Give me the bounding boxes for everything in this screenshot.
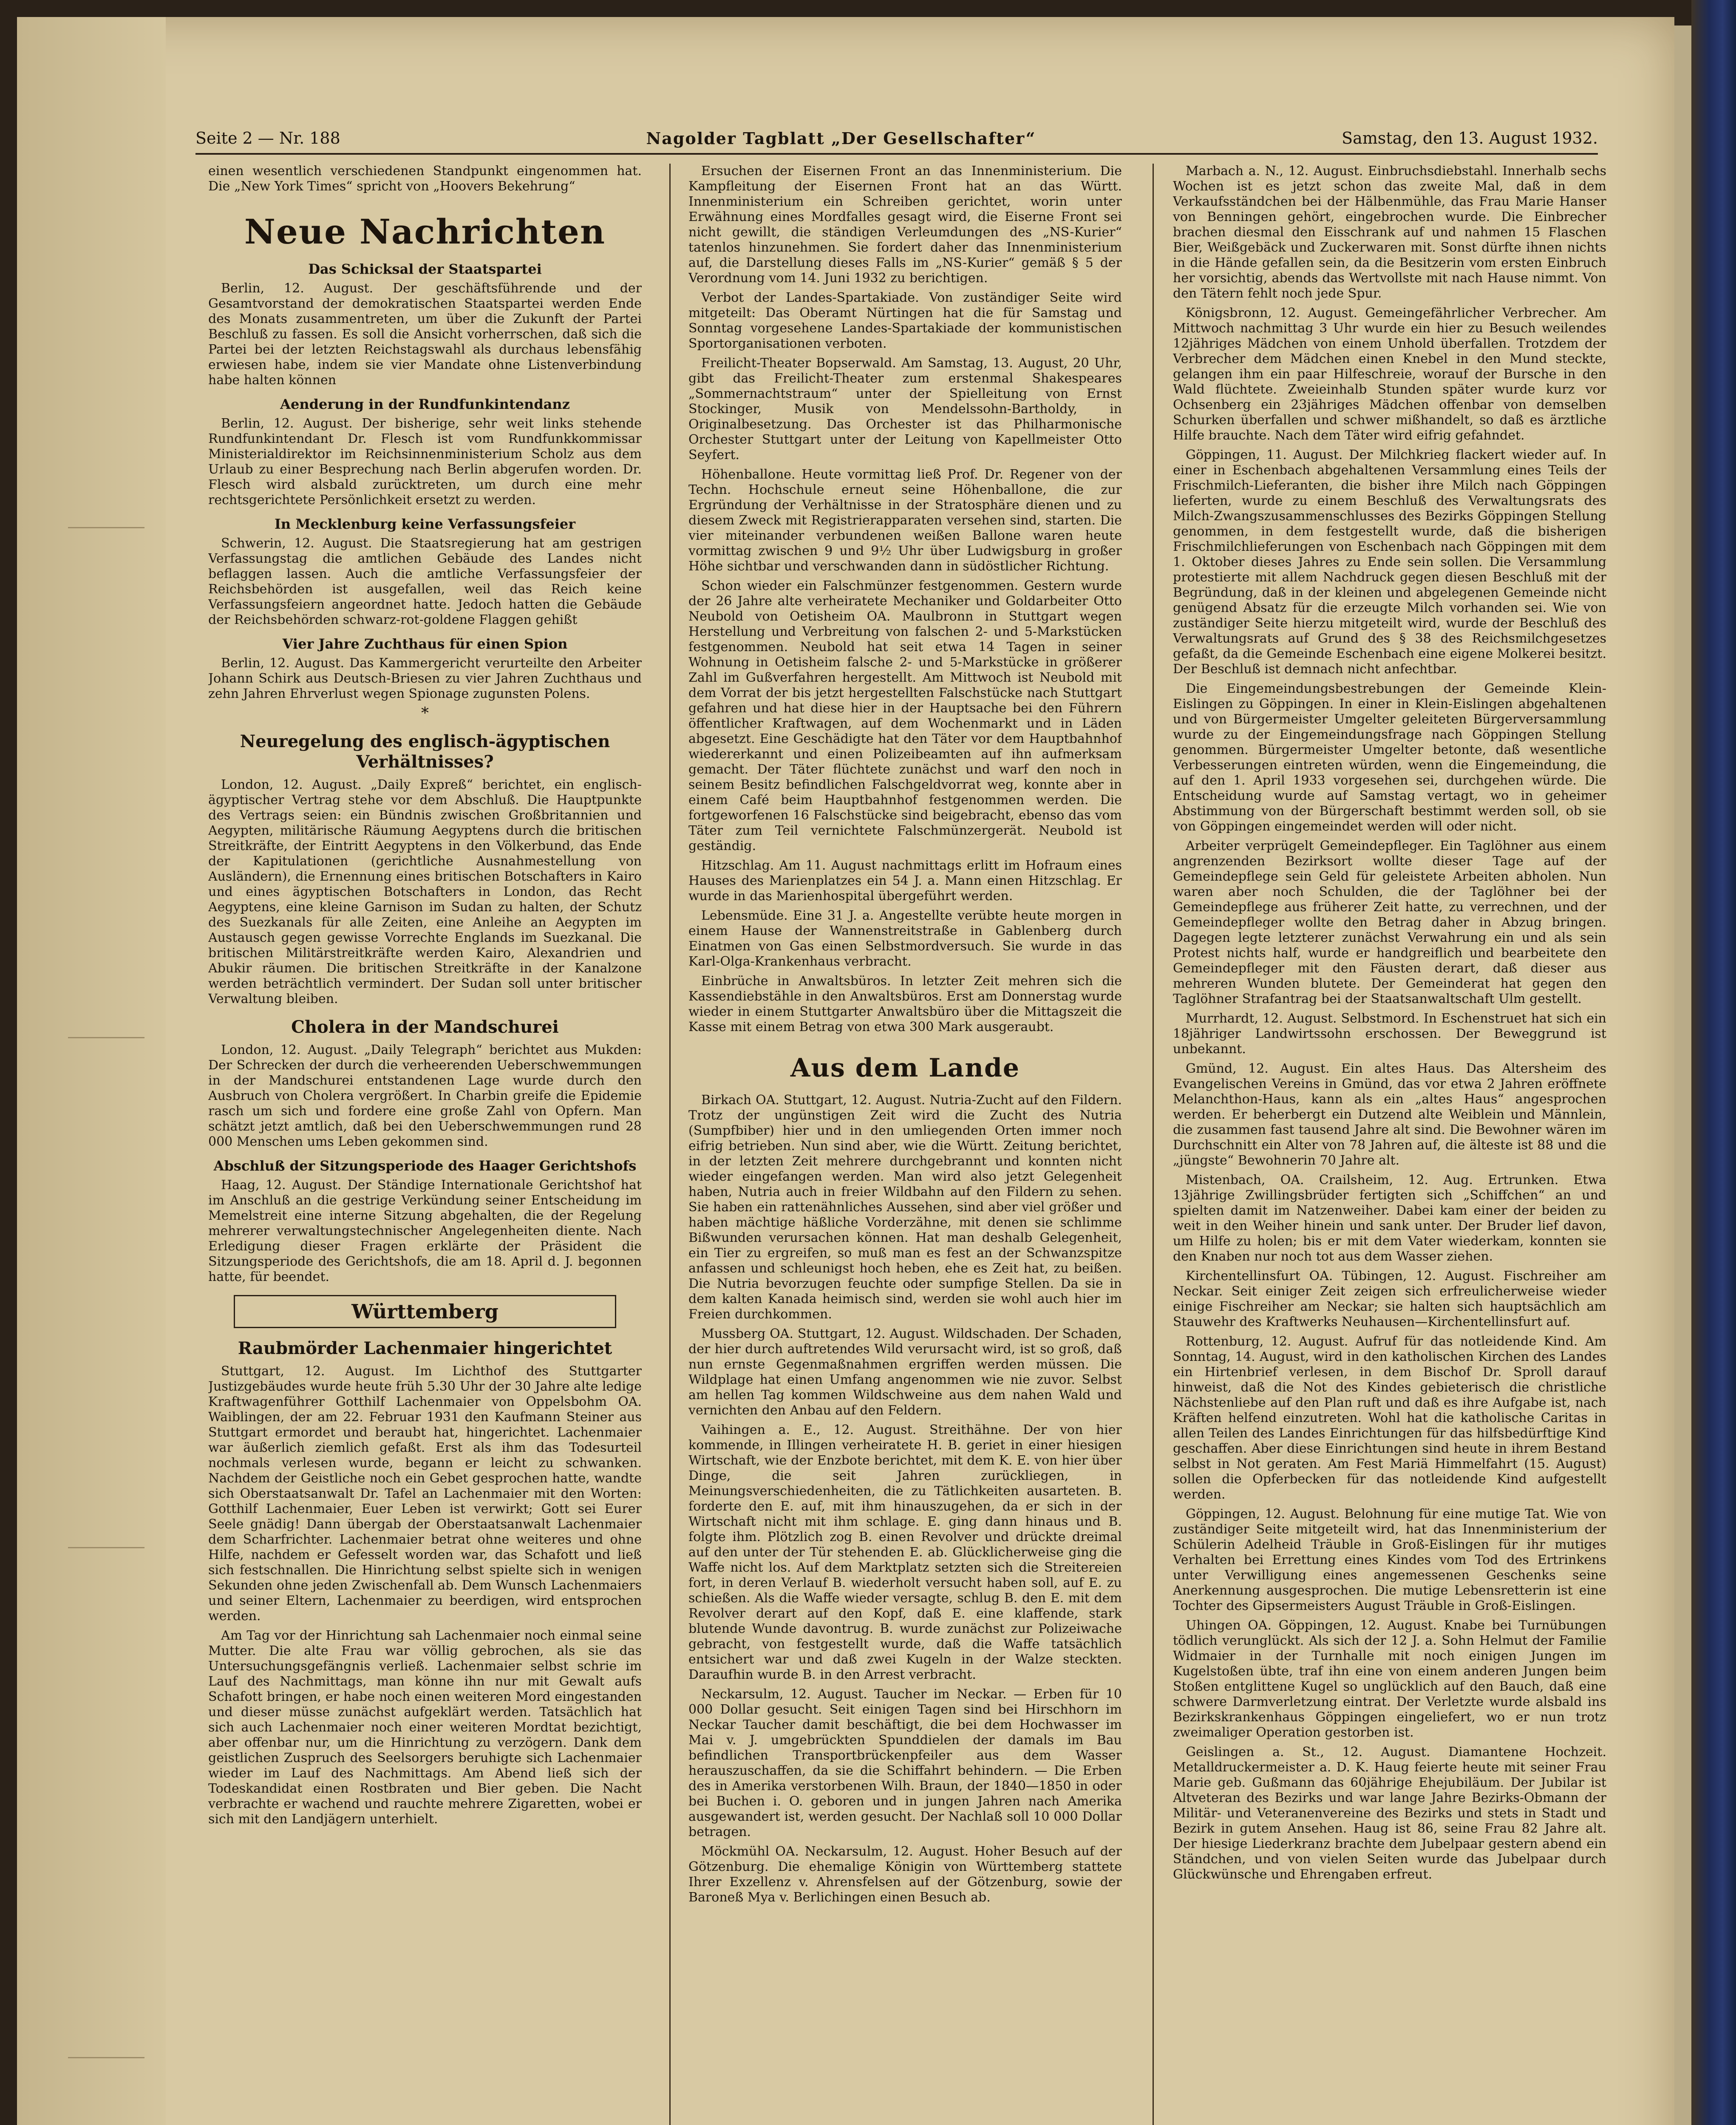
article-heading: Cholera in der Mandschurei [291,1017,559,1037]
article-body: Berlin, 12. August. Der bisherige, sehr weit links stehende Rundfunkintendant Dr. Flesch ist vom Rundfunkkommissar Ministerialdirektor im Reichsinnenministerium Scholz aus dem Urlaub zu einer Besprechung nach Berlin abgerufen worden. Dr. Flesch wird alsbald zurücktreten, um durch eine mehr rechtsgerichtete Persönlichkeit ersetzt zu werden. [208,416,642,507]
section-title-aus-dem-lande: Aus dem Lande [790,1053,1020,1083]
article-heading: Abschluß der Sitzungsperiode des Haager Gerichtshofs [213,1158,637,1174]
article-body: Göppingen, 11. August. Der Milchkrieg flackert wieder auf. In einer in Eschenbach abgehaltenen Versammlung eines Teils der Frischmilch-Lieferanten, die bisher ihre Milch nach Göppingen lieferten, wurde zu einem Beschluß des Verwaltungsrats des Milch-Zwangszusammenschlusses des Bezirks Göppingen Stellung genommen, in dem festgestellt wurde, daß die bisherigen Frischmilchlieferungen von Eschenbach nach Göppingen mit dem 1. Oktober dieses Jahres zu Ende sein sollen. Die Versammlung protestierte mit allem Nachdruck gegen diesen Beschluß mit der Begründung, daß in der kleinen und abgelegenen Gemeinde nicht genügend Absatz für die erzeugte Milch vorhanden sei. Wie von zuständiger Seite hierzu mitgeteilt wird, wurde der Beschluß des Verwaltungsrats auf Grund des § 38 des Reichsmilchgesetzes gefaßt, da die Gemeinde Eschenbach eine eigene Molkerei besitzt. Der Beschluß ist demnach nicht anfechtbar. [1173,448,1606,677]
page-header [195,123,1598,155]
article-body: Birkach OA. Stuttgart, 12. August. Nutria-Zucht auf den Fildern. Trotz der ungünstigen Zeit wird die Zucht des Nutria (Sumpfbiber) hier und in den umliegenden Orten immer noch eifrig betrieben. Nun sind aber, wie die Württ. Zeitung berichtet, in der letzten Zeit mehrere durchgebrannt und konnten nicht wieder eingefangen werden. Man wird also jetzt Gelegenheit haben, Nutria auch in freier Wildbahn auf den Fildern zu sehen. Sie haben ein rattenähnliches Aussehen, sind aber viel größer und haben mächtige häßliche Vorderzähne, mit denen sie schlimme Bißwunden verursachen können. Hat man deshalb Gelegenheit, ein Tier zu ergreifen, so muß man es fest an der Schwanzspitze anfassen und schleunigst hoch heben, ehe es Zeit hat, zu beißen. Die Nutria bevorzugen feuchte oder sumpfige Stellen. Da sie in dem kalten Kanada heimisch sind, werden sie wohl auch hier im Freien durchkommen. [688,1093,1122,1322]
column-rule-2 [1153,164,1154,2125]
article-heading: In Mecklenburg keine Verfassungsfeier [274,516,576,532]
column-1 [208,164,642,2125]
article-heading: Vier Jahre Zuchthaus für einen Spion [282,636,568,652]
article-body: Ersuchen der Eisernen Front an das Innenministerium. Die Kampfleitung der Eisernen Front hat an das Württ. Innenministerium ein Schreiben gerichtet, worin unter Erwähnung eines Mordfalles gesagt wird, die Eiserne Front sei nicht gewillt, die ständigen Verleumdungen des „NS-Kurier“ tatenlos hinzunehmen. Sie fordert daher das Innenministerium auf, die Darstellung dieses Falls im „NS-Kurier“ gemäß § 5 der Verordnung vom 14. Juni 1932 zu berichtigen. [688,164,1122,286]
column-rule-1 [669,164,671,2125]
article-body: Die Eingemeindungsbestrebungen der Gemeinde Klein-Eislingen zu Göppingen. In einer in Klein-Eislingen abgehaltenen und von Bürgermeister Umgelter geleiteten Bürgerversammlung wurde zu der Eingemeindungsfrage nach Göppingen Stellung genommen. Bürgermeister Umgelter betonte, daß wesentliche Verbesserungen eintreten würden, wenn die Eingemeindung, die auf den 1. April 1933 vorgesehen sei, durchgehen würde. Die Entscheidung wurde auf Samstag vertagt, wo in geheimer Abstimmung von der Bürgerschaft bestimmt werden soll, ob sie von Göppingen eingemeindet werden will oder nicht. [1173,681,1606,834]
article-body: Berlin, 12. August. Der geschäftsführende und der Gesamtvorstand der demokratischen Staatspartei werden Ende des Monats zusammentreten, um über die Zukunft der Partei Beschluß zu fassen. Es soll die Ansicht vorherrschen, daß sich die Partei bei der letzten Reichstagswahl als durchaus lebensfähig erwiesen habe, indem sie vier Mandate ohne Listenverbindung habe halten können [208,281,642,388]
article-body: Göppingen, 12. August. Belohnung für eine mutige Tat. Wie von zuständiger Seite mitgeteilt wird, hat das Innenministerium der Schülerin Adelheid Träuble in Groß-Eislingen für ihr mutiges Verhalten bei Errettung eines Kindes vom Tod des Ertrinkens unter Verwilligung eines angemessenen Geschenks seine Anerkennung ausgesprochen. Die mutige Lebensretterin ist eine Tochter des Gipsermeisters August Träuble in Groß-Eislingen. [1173,1507,1606,1613]
article-body: Mussberg OA. Stuttgart, 12. August. Wildschaden. Der Schaden, der hier durch auftretendes Wild verursacht wird, ist so groß, daß nun ernste Gegenmaßnahmen ergriffen werden müssen. Die Wildplage hat einen Umfang angenommen wie nie zuvor. Selbst am hellen Tag kommen Wildschweine aus dem nahen Wald und vernichten den Anbau auf den Feldern. [688,1326,1122,1418]
article-body: Einbrüche in Anwaltsbüros. In letzter Zeit mehren sich die Kassendiebstähle in den Anwaltsbüros. Erst am Donnerstag wurde wieder in einem Stuttgarter Anwaltsbüro über die Mittagszeit die Kasse mit einem Betrag von etwa 300 Mark ausgeraubt. [688,974,1122,1034]
article-body: Schon wieder ein Falschmünzer festgenommen. Gestern wurde der 26 Jahre alte verheiratete Mechaniker und Goldarbeiter Otto Neubold von Oetisheim OA. Maulbronn in Stuttgart wegen Herstellung und Verbreitung von falschen 2- und 5-Markstücken festgenommen. Neubold hat seit etwa 14 Tagen in seiner Wohnung in Oetisheim falsche 2- und 5-Markstücke in größerer Zahl im Gußverfahren hergestellt. Am Mittwoch ist Neubold mit dem Vorrat der bis jetzt hergestellten Falschstücke nach Stuttgart gefahren und hat diese hier in der Hauptsache bei den Führern öffentlicher Kraftwagen, auf dem Wochenmarkt und in Läden abgesetzt. Eine Geschädigte hat den Täter vor dem Hauptbahnhof wiedererkannt und einen Polizeibeamten auf ihn aufmerksam gemacht. Der Täter flüchtete zunächst und warf den noch in seinem Besitz befindlichen Falschgeldvorrat weg, konnte aber in einem Café beim Hauptbahnhof festgenommen werden. Die fortgeworfenen 16 Falschstücke sind beigebracht, ebenso das vom Täter zum Teil vernichtete Falschmünzergerät. Neubold ist geständig. [688,578,1122,853]
article-body: Möckmühl OA. Neckarsulm, 12. August. Hoher Besuch auf der Götzenburg. Die ehemalige Königin von Württemberg stattete Ihrer Exzellenz v. Ahrensfelsen auf der Götzenburg, sowie der Baroneß Mya v. Berlichingen einen Besuch ab. [688,1844,1122,1905]
left-margin-strip [17,17,166,2125]
article-body: Berlin, 12. August. Das Kammergericht verurteilte den Arbeiter Johann Schirk aus Deutsch-Briesen zu vier Jahren Zuchthaus und zehn Jahren Ehrverlust wegen Spionage zugunsten Polens. [208,656,642,701]
book-binding [1691,0,1736,2125]
article-heading: Das Schicksal der Staatspartei [308,261,542,277]
article-body: Königsbronn, 12. August. Gemeingefährlicher Verbrecher. Am Mittwoch nachmittag 3 Uhr wurde ein hier zu Besuch weilendes 12jähriges Mädchen von einem Unhold überfallen. Trotzdem der Verbrecher dem Mädchen einen Knebel in den Mund steckte, gelangen ihm ein paar Hilfeschreie, worauf der Bursche in den Wald flüchtete. Zweieinhalb Stunden später wurde kurz vor Ochsenberg ein 23jähriges Mädchen offenbar von demselben Schurken überfallen und schwer mißhandelt, so daß es ärztliche Hilfe brauchte. Nach dem Täter wird eifrig gefahndet. [1173,306,1606,443]
article-body: Freilicht-Theater Bopserwald. Am Samstag, 13. August, 20 Uhr, gibt das Freilicht-Theater zum erstenmal Shakespeares „Sommernachtstraum“ unter der Spielleitung von Ernst Stockinger, Musik von Mendelssohn-Bartholdy, in Originalbesetzung. Das Orchester ist das Philharmonische Orchester Stuttgart unter der Leitung von Kapellmeister Otto Seyfert. [688,356,1122,462]
article-body: Schwerin, 12. August. Die Staatsregierung hat am gestrigen Verfassungstag die amtlichen Gebäude des Landes nicht beflaggen lassen. Auch die amtliche Verfassungsfeier der Reichsbehörden ist ausgefallen, weil das Reich keine Verfassungsfeiern angeordnet hatte. Jedoch hatten die Gebäude der Reichsbehörden schwarz-rot-goldene Flaggen gehißt [208,536,642,627]
column-3 [1173,164,1606,2125]
article-body: Hitzschlag. Am 11. August nachmittags erlitt im Hofraum eines Hauses des Marienplatzes ein 54 J. a. Mann einen Hitzschlag. Er wurde in das Marienhospital übergeführt werden. [688,858,1122,904]
article-body: Rottenburg, 12. August. Aufruf für das notleidende Kind. Am Sonntag, 14. August, wird in den katholischen Kirchen des Landes ein Hirtenbrief verlesen, in dem Bischof Dr. Sproll darauf hinweist, daß die Not des Kindes gebieterisch die christliche Nächstenliebe auf den Plan ruft und daß es ihre Aufgabe ist, nach Kräften helfend einzutreten. Wohl hat die katholische Caritas in allen Teilen des Landes Einrichtungen für das hilfsbedürftige Kind geschaffen. Aber diese Einrichtungen sind heute in ihrem Bestand selbst in Not geraten. Am Fest Mariä Himmelfahrt (15. August) sollen die Opferbecken für das notleidende Kind aufgestellt werden. [1173,1334,1606,1502]
article-heading: Aenderung in der Rundfunkintendanz [280,396,570,412]
section-box-wuerttemberg: Württemberg [234,1295,616,1328]
article-body: Neckarsulm, 12. August. Taucher im Neckar. — Erben für 10 000 Dollar gesucht. Seit einigen Tagen sind bei Hirschhorn im Neckar Taucher damit beschäftigt, die bei dem Hochwasser im Mai v. J. umgebrückten Spunddielen der damals im Bau befindlichen Transportbrückenpfeiler aus dem Wasser herauszuschaffen, da sie die Schiffahrt behindern. — Die Erben des in Amerika verstorbenen Wilh. Braun, der 1840—1850 in oder bei Buchen i. O. geboren und in jungen Jahren nach Amerika ausgewandert ist, werden gesucht. Der Nachlaß soll 10 000 Dollar betragen. [688,1687,1122,1839]
newspaper-title: Nagolder Tagblatt „Der Gesellschafter“ [646,128,1036,148]
page-number: Seite 2 — Nr. 188 [195,129,340,147]
article-body: Murrhardt, 12. August. Selbstmord. In Eschenstruet hat sich ein 18jähriger Landwirtssohn erschossen. Der Beweggrund ist unbekannt. [1173,1011,1606,1057]
article-body: Stuttgart, 12. August. Im Lichthof des Stuttgarter Justizgebäudes wurde heute früh 5.30 Uhr der 30 Jahre alte ledige Kraftwagenführer Gotthilf Lachenmaier von Oppelsbohm OA. Waiblingen, der am 22. Februar 1931 den Kaufmann Steiner aus Stuttgart ermordet und beraubt hat, hingerichtet. Lachenmaier war äußerlich ziemlich gefaßt. Erst als ihm das Todesurteil nochmals verlesen wurde, begann er leicht zu schwanken. Nachdem der Geistliche noch ein Gebet gesprochen hatte, wandte sich Oberstaatsanwalt Dr. Tafel an Lachenmaier mit den Worten: Gotthilf Lachenmaier, Euer Leben ist verwirkt; Gott sei Eurer Seele gnädig! Dann übergab der Oberstaatsanwalt Lachenmaier dem Scharfrichter. Lachenmaier betrat ohne weiteres und ohne Hilfe, nachdem er Gefesselt worden war, das Schafott und ließ sich festschnallen. Die Hinrichtung selbst spielte sich in wenigen Sekunden ohne jeden Zwischenfall ab. Dem Wunsch Lachenmaiers und seiner Eltern, Lachenmaier zu beerdigen, wird entsprochen werden. [208,1364,642,1624]
article-body: Vaihingen a. E., 12. August. Streithähne. Der von hier kommende, in Illingen verheiratete H. B. geriet in einer hiesigen Wirtschaft, wie der Enzbote berichtet, mit dem K. E. von hier über Dinge, die seit Jahren zurückliegen, in Meinungsverschiedenheiten, die zu Tätlichkeiten ausarteten. B. forderte den E. auf, mit ihm hinauszugehen, da er sich in der Wirtschaft nicht mit ihm schlage. E. ging dann hinaus und B. folgte ihm. Plötzlich zog B. einen Revolver und drückte dreimal auf den unter der Tür stehenden E. ab. Glücklicherweise ging die Waffe nicht los. Auf dem Marktplatz setzten sich die Streitereien fort, in deren Verlauf B. wiederholt versucht haben soll, auf E. zu schießen. Als die Waffe wieder versagte, schlug B. den E. mit dem Revolver derart auf den Kopf, daß E. eine klaffende, stark blutende Wunde davontrug. B. wurde zunächst zur Polizeiwache gebracht, von festgestellt wurde, daß die Waffe tatsächlich entsichert war und daß zwei Kugeln in der Walze steckten. Daraufhin wurde B. in den Arrest verbracht. [688,1422,1122,1682]
article-body: London, 12. August. „Daily Expreß“ berichtet, ein englisch-ägyptischer Vertrag stehe vor dem Abschluß. Die Hauptpunkte des Vertrags seien: ein Bündnis zwischen Großbritannien und Aegypten, militärische Räumung Aegyptens durch die britischen Streitkräfte, der Eintritt Aegyptens in den Völkerbund, das Ende der Kapitulationen (gerichtliche Ausnahmestellung von Ausländern), die Ernennung eines britischen Botschafters in Kairo und eines ägyptischen Botschafters in London, das Recht Aegyptens, eine kleine Garnison im Sudan zu halten, der Schutz des Suezkanals für alle Zeiten, eine Anleihe an Aegypten im Austausch gegen gewisse Vorrechte Englands im Suezkanal. Die britischen Militärstreitkräfte werden Kairo, Alexandrien und Abukir räumen. Die britischen Streitkräfte in der Kanalzone werden beträchtlich vermindert. Der Sudan soll unter britischer Verwaltung bleiben. [208,777,642,1006]
issue-date: Samstag, den 13. August 1932. [1342,129,1598,147]
article-body: Am Tag vor der Hinrichtung sah Lachenmaier noch einmal seine Mutter. Die alte Frau war völlig gebrochen, als sie das Untersuchungsgefängnis verließ. Lachenmaier selbst schrie im Lauf des Nachmittags, man könne ihn nur mit Gewalt aufs Schafott bringen, er habe noch einen weiteren Mord eingestanden und dieser müsse zunächst aufgeklärt werden. Tatsächlich hat sich auch Lachenmaier noch einer weiteren Mordtat bezichtigt, aber offenbar nur, um die Hinrichtung zu verzögern. Dank dem geistlichen Zuspruch des Seelsorgers beruhigte sich Lachenmaier wieder im Lauf des Nachmittags. Am Abend ließ sich der Todeskandidat einen Rostbraten und Bier geben. Die Nacht verbrachte er wachend und rauchte mehrere Zigaretten, wobei er sich mit den Landjägern unterhielt. [208,1628,642,1827]
article-body: Geislingen a. St., 12. August. Diamantene Hochzeit. Metalldruckermeister a. D. K. Haug feierte heute mit seiner Frau Marie geb. Gußmann das 60jährige Ehejubiläum. Der Jubilar ist Altveteran des Bezirks und war lange Jahre Bezirks-Obmann der Militär- und Veteranenvereine des Bezirks und stets in Stadt und Bezirk in gutem Ansehen. Haug ist 86, seine Frau 82 Jahre alt. Der hiesige Liederkranz brachte dem Jubelpaar gestern abend ein Ständchen, und von vielen Seiten wurde das Jubelpaar durch Glückwünsche und Ehrengaben erfreut. [1173,1745,1606,1882]
article-body: Höhenballone. Heute vormittag ließ Prof. Dr. Regener von der Techn. Hochschule erneut seine Höhenballone, die zur Ergründung der Verhältnisse in der Stratosphäre dienen und zu diesem Zweck mit Registrierapparaten versehen sind, starten. Die vier miteinander verbundenen weißen Ballone waren heute vormittag zwischen 9 und 9½ Uhr über Ludwigsburg in großer Höhe sichtbar und verschwanden dann in südöstlicher Richtung. [688,467,1122,574]
article-body: Marbach a. N., 12. August. Einbruchsdiebstahl. Innerhalb sechs Wochen ist es jetzt schon das zweite Mal, daß in dem Verkaufsständchen bei der Hälbenmühle, das Frau Marie Hanser von Benningen gehört, eingebrochen wurde. Die Einbrecher brachen diesmal den Eisschrank auf und nahmen 15 Flaschen Bier, Weißgebäck und Zuckerwaren mit. Sonst dürfte ihnen nichts in die Hände gefallen sein, da die Besitzerin vom ersten Einbruch her vorsichtig, abends das Wertvollste mit nach Hause nimmt. Von den Tätern fehlt noch jede Spur. [1173,164,1606,301]
section-title-neue-nachrichten: Neue Nachrichten [244,212,606,252]
article-body: Gmünd, 12. August. Ein altes Haus. Das Altersheim des Evangelischen Vereins in Gmünd, das vor etwa 2 Jahren eröffnete Melanchthon-Haus, kann als ein „altes Haus“ angesprochen werden. Er beherbergt ein Dutzend alte Weiblein und Männlein, die zusammen fast tausend Jahre alt sind. Die Bewohner wären im Durchschnitt ein Alter von 78 Jahren auf, die älteste ist 88 und die „jüngste“ Bewohnerin 70 Jahre alt. [1173,1061,1606,1168]
article-body: Mistenbach, OA. Crailsheim, 12. Aug. Ertrunken. Etwa 13jährige Zwillingsbrüder fertigten sich „Schiffchen“ an und spielten damit im Natzenweiher. Dabei kam einer der beiden zu weit in den Weiher hinein und sank unter. Der Bruder lief davon, um Hilfe zu holen; bis er mit dem Vater wiederkam, konnten sie den Knaben nur noch tot aus dem Wasser ziehen. [1173,1173,1606,1264]
article-heading: Neuregelung des englisch-ägyptischen Verhältnisses? [240,731,610,772]
article-body: Haag, 12. August. Der Ständige Internationale Gerichtshof hat im Anschluß an die gestrige Verkündung seiner Entscheidung im Memelstreit eine interne Sitzung abgehalten, die der Regelung mehrerer verwaltungstechnischer Angelegenheiten diente. Nach Erledigung dieser Fragen erklärte der Präsident die Sitzungsperiode des Gerichtshofs, die am 18. April d. J. begonnen hatte, für beendet. [208,1178,642,1284]
article-body: Lebensmüde. Eine 31 J. a. Angestellte verübte heute morgen in einem Hause der Wannenstreitstraße in Gablenberg durch Einatmen von Gas einen Selbstmordversuch. Sie wurde in das Karl-Olga-Krankenhaus verbracht. [688,908,1122,969]
column-2 [688,164,1122,2125]
article-body: Uhingen OA. Göppingen, 12. August. Knabe bei Turnübungen tödlich verunglückt. Als sich der 12 J. a. Sohn Helmut der Familie Widmaier in der Turnhalle mit noch einigen Jungen im Kugelstoßen übte, traf ihn eine von einem anderen Jungen beim Stoßen entglittene Kugel so unglücklich auf den Bauch, daß eine schwere Darmverletzung eintrat. Der Verletzte wurde alsbald ins Bezirkskrankenhaus Göppingen eingeliefert, wo er nun trotz zweimaliger Operation gestorben ist. [1173,1618,1606,1740]
separator-star: * [421,705,429,722]
newspaper-page [17,17,1674,2125]
article-heading: Raubmörder Lachenmaier hingerichtet [238,1338,612,1358]
article-body: Kirchentellinsfurt OA. Tübingen, 12. August. Fischreiher am Neckar. Seit einiger Zeit zeigen sich erfreulicherweise wieder einige Fischreiher am Neckar; sie halten sich hauptsächlich am Stauwehr des Kraftwerks Neuhausen—Kirchentellinsfurt auf. [1173,1269,1606,1329]
article-body: London, 12. August. „Daily Telegraph“ berichtet aus Mukden: Der Schrecken der durch die verheerenden Ueberschwemmungen in der Mandschurei entstandenen Lage wurde durch den Ausbruch von Cholera vergrößert. In Charbin greife die Epidemie rasch um sich und fordere eine große Zahl von Opfern. Man schätzt jetzt amtlich, daß bei den Ueberschwemmungen rund 28 000 Menschen ums Leben gekommen sind. [208,1043,642,1149]
intro-text: einen wesentlich verschiedenen Standpunkt eingenommen hat. Die „New York Times“ spricht von „Hoovers Bekehrung“ [208,164,642,194]
article-body: Verbot der Landes-Spartakiade. Von zuständiger Seite wird mitgeteilt: Das Oberamt Nürtingen hat die für Samstag und Sonntag vorgesehene Landes-Spartakiade der kommunistischen Sportorganisationen verboten. [688,290,1122,351]
article-body: Arbeiter verprügelt Gemeindepfleger. Ein Taglöhner aus einem angrenzenden Bezirksort wollte dieser Tage auf der Gemeindepflege sein Geld für geleistete Arbeiten abholen. Nun waren aber noch Schulden, die der Taglöhner bei der Gemeindepflege aus früherer Zeit hatte, zu verrechnen, und der Gemeindepfleger wollte den Betrag daher in Abzug bringen. Dagegen legte letzterer zunächst Verwahrung ein und als sein Protest nichts half, wurde er handgreiflich und bearbeitete den Gemeindepfleger mit den Fäusten derart, daß dieser aus mehreren Wunden blutete. Der Gemeinderat hat gegen den Taglöhner Strafantrag bei der Staatsanwaltschaft Ulm gestellt. [1173,839,1606,1006]
